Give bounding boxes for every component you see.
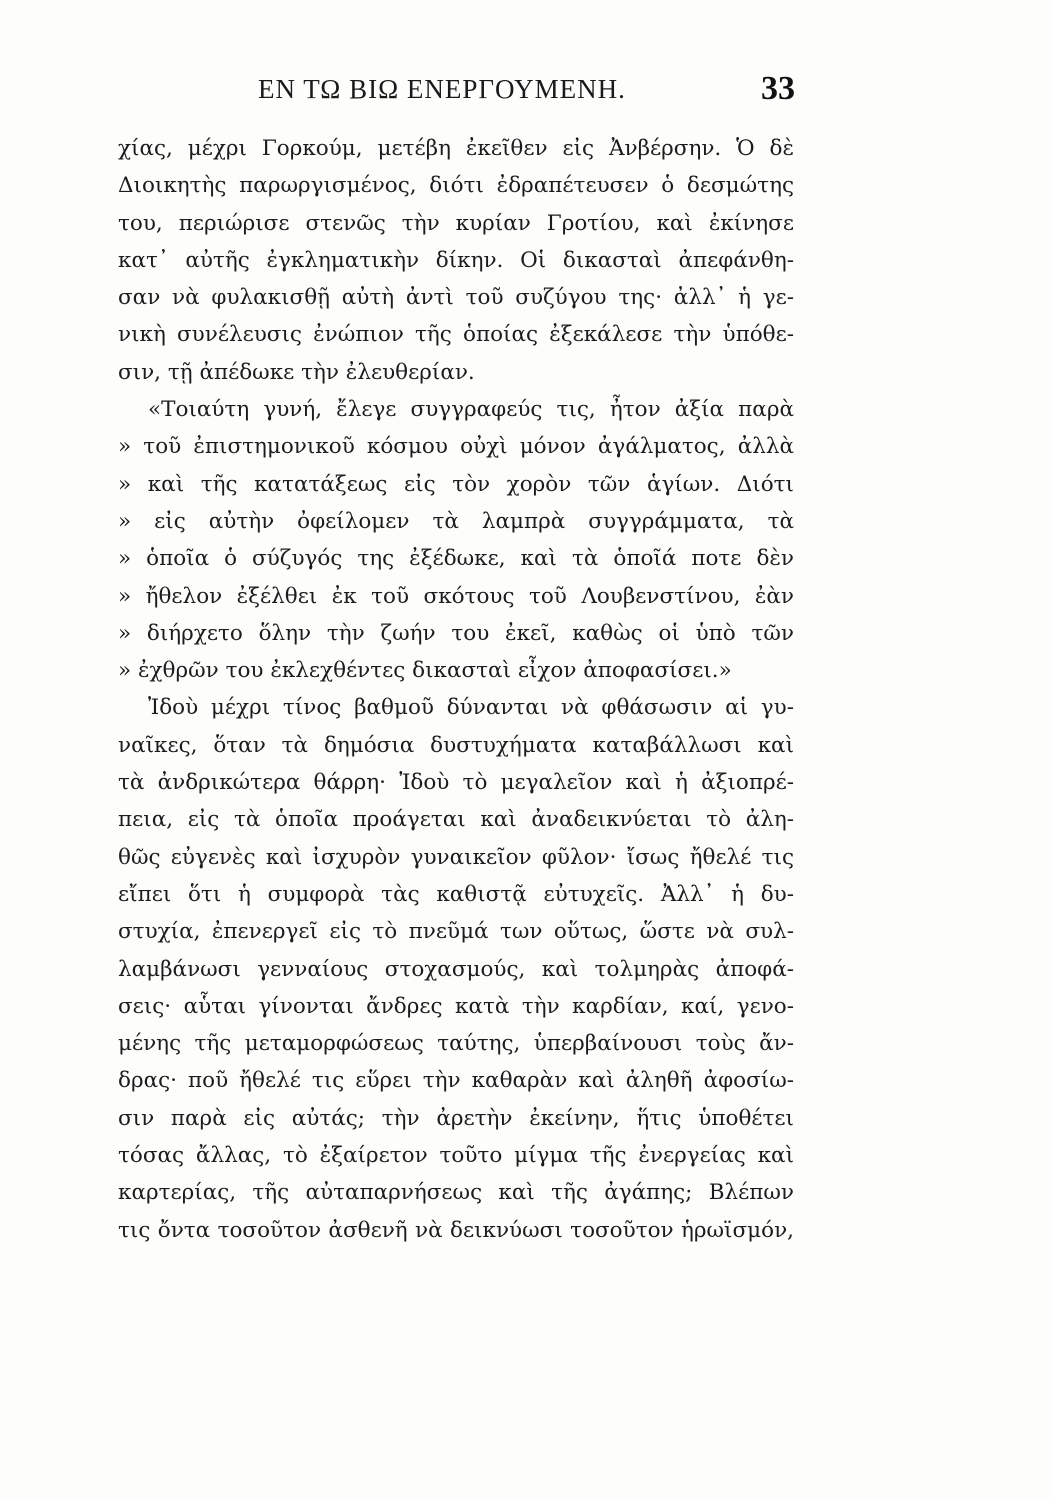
page-number: 33 — [761, 70, 795, 107]
quote-line: «Τοιαύτη γυνή, ἔλεγε συγγραφεύς τις, ἦτον ἀξία παρὰ — [148, 397, 794, 423]
text-line: τὰ ἀνδρικώτερα θάρρη· Ἰδοὺ τὸ μεγαλεῖον καὶ ἡ ἀξιοπρέ- — [118, 770, 794, 796]
quote-line: » διήρχετο ὅλην τὴν ζωήν του ἐκεῖ, καθὼς οἱ ὑπὸ τῶν — [118, 620, 794, 646]
text-line: σιν παρὰ εἰς αὐτάς; τὴν ἀρετὴν ἐκείνην, ἥτις ὑποθέτει — [118, 1105, 794, 1131]
text-line: ναῖκες, ὅταν τὰ δημόσια δυστυχήματα καταβάλλωσι καὶ — [118, 732, 794, 758]
text-line: τόσας ἄλλας, τὸ ἐξαίρετον τοῦτο μίγμα τῆς ἐνεργείας καὶ — [118, 1143, 794, 1169]
text-line: νικὴ συνέλευσις ἐνώπιον τῆς ὁποίας ἐξεκάλεσε τὴν ὑπόθε- — [118, 322, 794, 348]
quote-line: » ἐχθρῶν του ἐκλεχθέντες δικασταὶ εἶχον ἀποφασίσει.» — [118, 658, 732, 684]
running-head — [130, 72, 795, 116]
text-line: θῶς εὐγενὲς καὶ ἰσχυρὸν γυναικεῖον φῦλον· ἴσως ἤθελέ τις — [118, 844, 794, 870]
quote-line: » εἰς αὐτὴν ὀφείλομεν τὰ λαμπρὰ συγγράμματα, τὰ — [118, 508, 794, 534]
text-line: πεια, εἰς τὰ ὁποῖα προάγεται καὶ ἀναδεικνύεται τὸ ἀλη- — [118, 807, 794, 833]
text-line: του, περιώρισε στενῶς τὴν κυρίαν Γροτίου, καὶ ἐκίνησε — [118, 210, 794, 236]
text-line: σαν νὰ φυλακισθῇ αὐτὴ ἀντὶ τοῦ συζύγου της· ἀλλ᾽ ἡ γε- — [118, 285, 794, 311]
text-line: στυχία, ἐπενεργεῖ εἰς τὸ πνεῦμά των οὕτως, ὥστε νὰ συλ- — [118, 919, 794, 945]
running-title: ΕΝ ΤΩ ΒΙΩ ΕΝΕΡΓΟΥΜΕΝΗ. — [258, 74, 626, 104]
text-line: εἴπει ὅτι ἡ συμφορὰ τὰς καθιστᾷ εὐτυχεῖς. Ἀλλ᾽ ἡ δυ- — [118, 881, 794, 907]
body-text — [118, 130, 794, 1249]
text-line: σεις· αὗται γίνονται ἄνδρες κατὰ τὴν καρδίαν, καί, γενο- — [118, 993, 794, 1019]
text-line: δρας· ποῦ ἤθελέ τις εὕρει τὴν καθαρὰν καὶ ἀληθῆ ἀφοσίω- — [118, 1068, 794, 1094]
text-line: Διοικητὴς παρωργισμένος, διότι ἐδραπέτευσεν ὁ δεσμώτης — [118, 173, 794, 199]
text-line: μένης τῆς μεταμορφώσεως ταύτης, ὑπερβαίνουσι τοὺς ἄν- — [118, 1031, 794, 1057]
quote-line: » καὶ τῆς κατατάξεως εἰς τὸν χορὸν τῶν ἁγίων. Διότι — [118, 471, 794, 497]
text-line: τις ὄντα τοσοῦτον ἀσθενῆ νὰ δεικνύωσι τοσοῦτον ἡρωϊσμόν, — [118, 1217, 794, 1243]
quote-line: » ὁποῖα ὁ σύζυγός της ἐξέδωκε, καὶ τὰ ὁποῖά ποτε δὲν — [118, 546, 794, 572]
text-line: κατ᾽ αὐτῆς ἐγκληματικὴν δίκην. Οἱ δικασταὶ ἀπεφάνθη- — [118, 247, 794, 273]
quote-line: » τοῦ ἐπιστημονικοῦ κόσμου οὐχὶ μόνον ἀγάλματος, ἀλλὰ — [118, 434, 794, 460]
text-line: σιν, τῇ ἀπέδωκε τὴν ἐλευθερίαν. — [118, 359, 475, 385]
text-line: λαμβάνωσι γενναίους στοχασμούς, καὶ τολμηρὰς ἀποφά- — [118, 956, 794, 982]
quote-line: » ἤθελον ἐξέλθει ἐκ τοῦ σκότους τοῦ Λουβενστίνου, ἐὰν — [118, 583, 794, 609]
text-line: καρτερίας, τῆς αὐταπαρνήσεως καὶ τῆς ἀγάπης; Βλέπων — [118, 1180, 794, 1206]
text-line: χίας, μέχρι Γορκούμ, μετέβη ἐκεῖθεν εἰς Ἀνβέρσην. Ὁ δὲ — [118, 136, 794, 161]
text-line: Ἰδοὺ μέχρι τίνος βαθμοῦ δύνανται νὰ φθάσωσιν αἱ γυ- — [148, 695, 794, 721]
